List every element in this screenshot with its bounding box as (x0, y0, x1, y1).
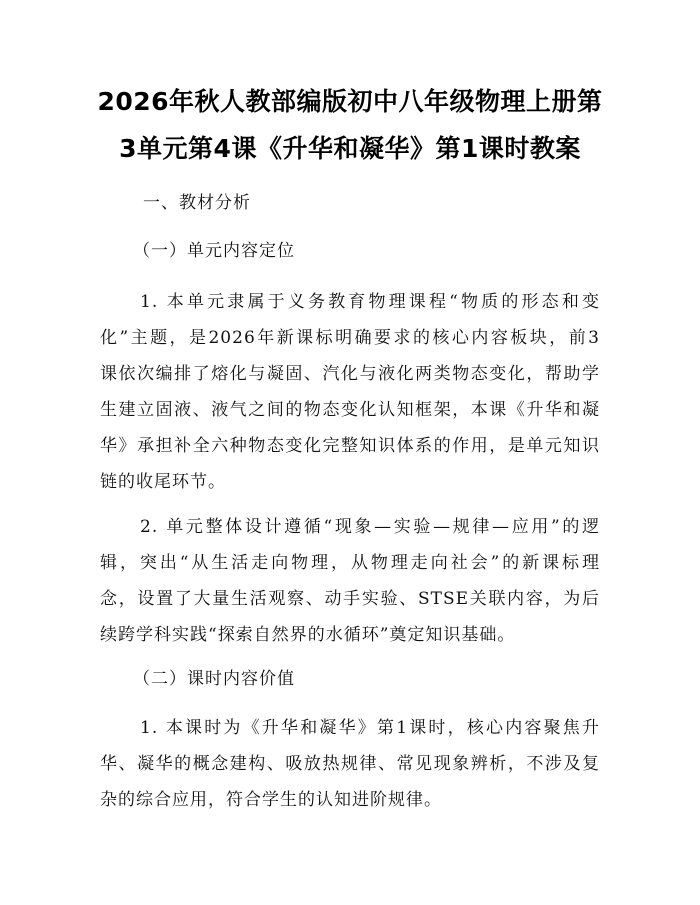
paragraph-unit-scope (100, 284, 600, 500)
paragraph-unit-design (100, 509, 600, 653)
document-title-line-1: 2026年秋人教部编版初中八年级物理上册第 (97, 87, 603, 116)
paragraph-line: 华》承担补全六种物态变化完整知识体系的作用，是单元知识 (100, 436, 600, 456)
paragraph-line: 2. 单元整体设计遵循“现象—实验—规律—应用”的逻 (140, 517, 600, 537)
paragraph-line: 辑，突出“从生活走向物理，从物理走向社会”的新课标理 (100, 553, 600, 573)
paragraph-line: 1. 本单元隶属于义务教育物理课程“物质的形态和变 (140, 292, 600, 312)
subsection-heading-unit-positioning: （一）单元内容定位 (133, 241, 295, 261)
subsection-heading-lesson-value: （二）课时内容价值 (133, 669, 295, 689)
paragraph-line: 课依次编排了熔化与凝固、汽化与液化两类物态变化，帮助学 (100, 364, 600, 384)
paragraph-line: 链的收尾环节。 (100, 472, 226, 492)
paragraph-line: 念，设置了大量生活观察、动手实验、STSE关联内容，为后 (100, 589, 600, 609)
document-title-line-2: 3单元第4课《升华和凝华》第1课时教案 (119, 134, 581, 163)
paragraph-line: 华、凝华的概念建构、吸放热规律、常见现象辨析，不涉及复 (100, 754, 600, 774)
paragraph-line: 续跨学科实践“探索自然界的水循环”奠定知识基础。 (100, 625, 516, 645)
paragraph-line: 化”主题，是2026年新课标明确要求的核心内容板块，前3 (100, 328, 600, 348)
section-heading-textbook-analysis: 一、教材分析 (143, 193, 251, 213)
paragraph-line: 1. 本课时为《升华和凝华》第1课时，核心内容聚焦升 (140, 718, 600, 738)
paragraph-line: 杂的综合应用，符合学生的认知进阶规律。 (100, 790, 442, 810)
paragraph-line: 生建立固液、液气之间的物态变化认知框架，本课《升华和凝 (100, 400, 600, 420)
paragraph-lesson-focus (100, 710, 600, 818)
